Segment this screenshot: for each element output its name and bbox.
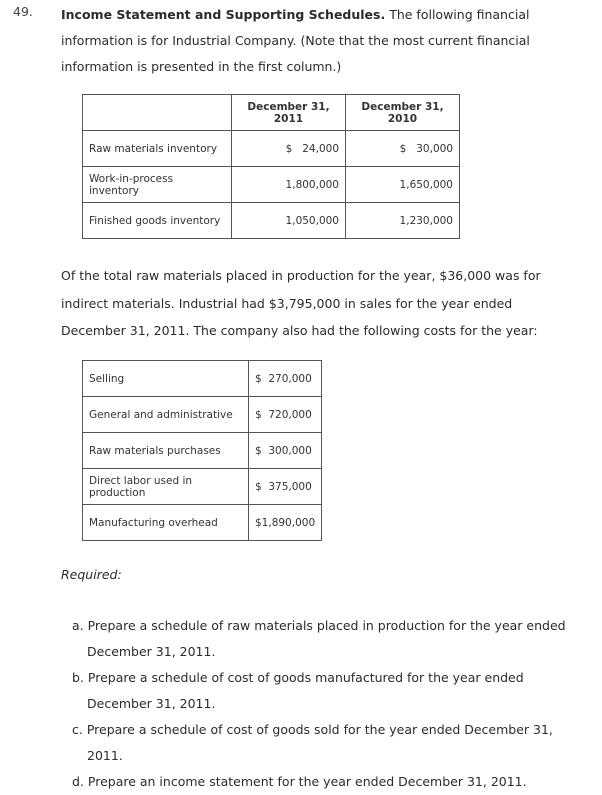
row-value: $ 270,000 xyxy=(249,361,322,397)
value-2011: $ 24,000 xyxy=(232,131,346,167)
value-2011: 1,800,000 xyxy=(232,167,346,203)
table-row xyxy=(83,469,322,505)
problem-text: The following financial information is for Industrial Company. (Note that the most current financial information is presented in the first column.) xyxy=(61,7,530,74)
list-item: a. Prepare a schedule of raw materials placed in production for the year ended December 31, 2011. xyxy=(72,618,566,659)
list-item: c. Prepare a schedule of cost of goods sold for the year ended December 31, 2011. xyxy=(72,722,553,763)
list-item: b. Prepare a schedule of cost of goods manufactured for the year ended December 31, 2011. xyxy=(72,670,524,711)
row-label: Manufacturing overhead xyxy=(83,505,249,541)
table-row xyxy=(83,361,322,397)
column-header-2010: December 31, 2010 xyxy=(346,95,460,131)
value-2010: $ 30,000 xyxy=(346,131,460,167)
table-row xyxy=(83,167,460,203)
problem-intro xyxy=(61,2,591,80)
empty-header-cell xyxy=(83,95,232,131)
inventory-table xyxy=(82,94,460,239)
table-row xyxy=(83,505,322,541)
required-label: Required: xyxy=(61,567,122,582)
row-label: Work-in-process inventory xyxy=(83,167,232,203)
value-2010: 1,230,000 xyxy=(346,203,460,239)
row-label: Selling xyxy=(83,361,249,397)
row-value: $ 375,000 xyxy=(249,469,322,505)
info-paragraph: Of the total raw materials placed in production for the year, $36,000 was for indirect materials. Industrial had $3,795,000 in sales for the year ended December 31, 2011. The company also had the following costs for the year: xyxy=(61,268,541,338)
table-row xyxy=(83,433,322,469)
value-2011: 1,050,000 xyxy=(232,203,346,239)
row-label: Raw materials inventory xyxy=(83,131,232,167)
costs-table xyxy=(82,360,322,541)
column-header-2011: December 31, 2011 xyxy=(232,95,346,131)
table-row xyxy=(83,397,322,433)
row-label: Raw materials purchases xyxy=(83,433,249,469)
row-value: $ 720,000 xyxy=(249,397,322,433)
requirements-list xyxy=(72,613,582,795)
problem-number: 49. xyxy=(13,4,33,19)
table-row xyxy=(83,131,460,167)
row-value: $ 300,000 xyxy=(249,433,322,469)
table-header-row xyxy=(83,95,460,131)
list-item: d. Prepare an income statement for the year ended December 31, 2011. xyxy=(72,774,527,789)
table-row xyxy=(83,203,460,239)
row-label: Finished goods inventory xyxy=(83,203,232,239)
problem-title: Income Statement and Supporting Schedules. xyxy=(61,7,386,22)
row-label: Direct labor used in production xyxy=(83,469,249,505)
value-2010: 1,650,000 xyxy=(346,167,460,203)
row-value: $1,890,000 xyxy=(249,505,322,541)
row-label: General and administrative xyxy=(83,397,249,433)
